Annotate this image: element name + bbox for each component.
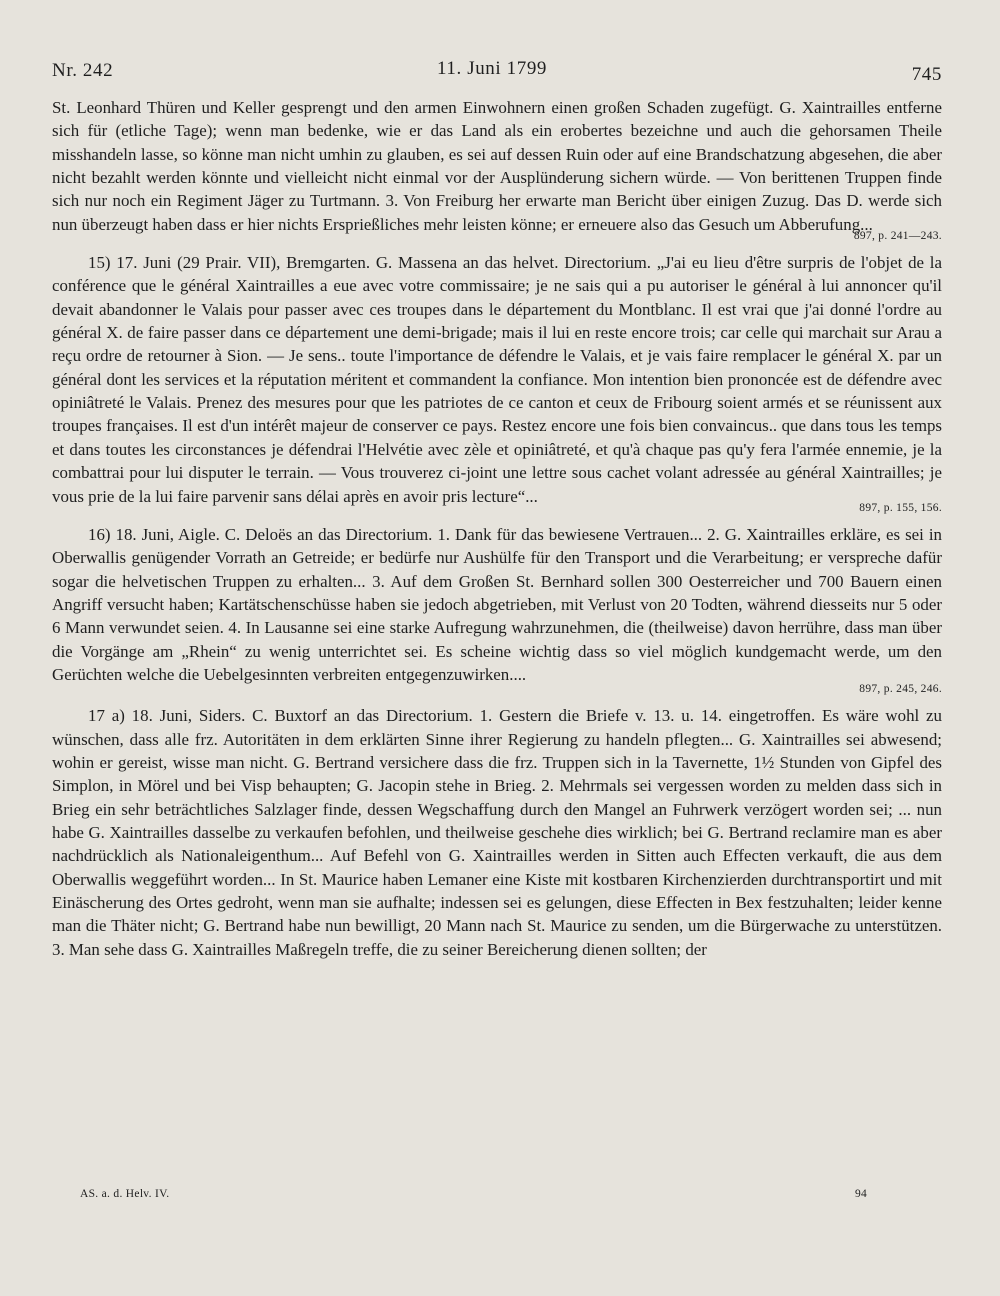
document-number: Nr. 242 — [52, 60, 114, 81]
continuation-paragraph: St. Leonhard Thüren und Keller gesprengt und den armen Einwohnern einen großen Schaden zugefügt. G. Xaintrailles entferne sich für (etliche Tage); wenn man bedenke, wie er das Land als ein erobertes bezeichne und auch die gehorsamen Theile misshandeln lasse, so könne man nicht umhin zu glauben, es sei auf dessen Ruin oder auf eine Brandschatzung abgesehen, die aber nicht bezahlt werden könnte und vielleicht nicht einmal vor der Ausplünderung sichern würde. — Von berittenen Truppen finde sich nur noch ein Regiment Jäger zu Turtmann. 3. Von Freiburg her erwarte man Bericht über einigen Zuzug. Das D. werde sich nun überzeugt haben dass er hier nichts Ersprießliches mehr leisten könne; er erneuere also das Gesuch um Abberufung... — [52, 98, 942, 234]
entry-17a: 17 a) 18. Juni, Siders. C. Buxtorf an das Directorium. 1. Gestern die Briefe v. 13. u. 14. eingetroffen. Es wäre wohl zu wünschen, dass alle frz. Autoritäten in dem erklärten Sinne ihrer Regierung zu handeln pflegten... G. Xaintrailles sei abwesend; wohin er gereist, wisse man nicht. G. Bertrand versichere dass die frz. Truppen sich in la Tavernette, 1½ Stunden von Gipfel des Simplon, in Mörel und bei Visp behaupten; G. Jacopin stehe in Brieg. 2. Mehrmals sei vergessen worden zu melden dass sich in Brieg ein sehr beträchtliches Salzlager finde, dessen Wegschaffung durch den Mangel an Fuhrwerk verzögert worden sei; ... nun habe G. Xaintrailles dasselbe zu verkaufen befohlen, und theilweise geschehe dies wirklich; bei G. Bertrand reclamire man es aber nachdrücklich als Nationaleigenthum... Auf Befehl von G. Xaintrailles werden in Sitten auch Effecten verkauft, die aus dem Oberwallis weggeführt worden... In St. Maurice haben Lemaner eine Kiste mit kostbaren Kirchenzierden durchtransportirt und mit Einäscherung des Ortes gedroht, wenn man sie aufhalte; indessen sei es gelungen, diese Effecten in Bex festzuhalten; leider kenne man die Thäter nicht; G. Bertrand habe nun bewilligt, 20 Mann nach St. Maurice zu senden, um die Bürgerwache zu unterstützen. 3. Man sehe dass G. Xaintrailles Maßregeln treffe, die zu seiner Bereicherung dienen sollten; der — [52, 706, 942, 959]
source-abbreviation: AS. a. d. Helv. IV. — [80, 1188, 170, 1200]
page-header — [52, 58, 942, 88]
entry-16-citation: 897, p. 245, 246. — [859, 683, 942, 696]
signature-mark: 94 — [855, 1188, 868, 1200]
page-body — [52, 96, 942, 961]
header-date: 11. Juni 1799 — [437, 58, 548, 79]
entry-16: 16) 18. Juni, Aigle. C. Deloës an das Directorium. 1. Dank für das bewiesene Vertrauen... 2. G. Xaintrailles erkläre, es sei in Oberwallis genügender Vorrath an Getreide; er bedürfe nur Aushülfe für den Transport und die Verarbeitung; er verspreche dafür sogar die helvetischen Truppen zu erhalten... 3. Auf dem Großen St. Bernhard sollen 300 Oesterreicher und 700 Bauern einen Angriff versucht haben; Kartätschenschüsse haben sie jedoch abgetrieben, mit Verlust von 20 Todten, während diesseits nur 5 oder 6 Mann verwundet seien. 4. In Lausanne sei eine starke Aufregung wahrzunehmen, die (theilweise) davon herrühre, dass man über die Vorgänge am „Rhein“ zu wenig unterrichtet sei. Es scheine wichtig dass so viel möglich kundgemacht werde, um den Gerüchten welche die Uebelgesinnten verbreiten entgegenzuwirken.... — [52, 524, 942, 684]
page-number: 745 — [911, 64, 942, 85]
continuation-citation: 897, p. 241—243. — [853, 230, 942, 243]
entry-15: 15) 17. Juni (29 Prair. VII), Bremgarten. G. Massena an das helvet. Directorium. „J'ai eu lieu d'être surpris de l'objet de la conférence que le général Xaintrailles a eue avec votre commissaire; je ne sais qui a pu autoriser le général à lui annoncer qu'il devait abandonner le Valais pour passer avec ces troupes dans le département du Montblanc. Il est vrai que j'ai donné l'ordre au général X. de faire passer dans ce département une demi-brigade; mais il lui en reste encore trois; car celle qui marchait sur Arau a reçu ordre de retourner à Sion. — Je sens.. toute l'importance de défendre le Valais, et je vais faire remplacer le général X. par un général dont les services et la réputation méritent et commandent la confiance. Mon intention bien prononcée est de défendre avec opiniâtreté le Valais. Prenez des mesures pour que les patriotes de ce canton et ceux de Fribourg soient armés et se réunissent aux troupes françaises. Il est d'un intérêt majeur de conserver ce pays. Restez encore une fois bien convaincus.. que dans tous les temps et dans toutes les circonstances je défendrai l'Helvétie avec zèle et opiniâtreté, et qu'à chaque pas qu'y fera l'armée ennemie, je la combattrai pour lui disputer le terrain. — Vous trouverez ci-joint une lettre sous cachet volant adressée au général Xaintrailles; je vous prie de la lui faire parvenir sans délai après en avoir pris lecture“... — [52, 253, 942, 506]
entry-15-citation: 897, p. 155, 156. — [859, 501, 942, 514]
